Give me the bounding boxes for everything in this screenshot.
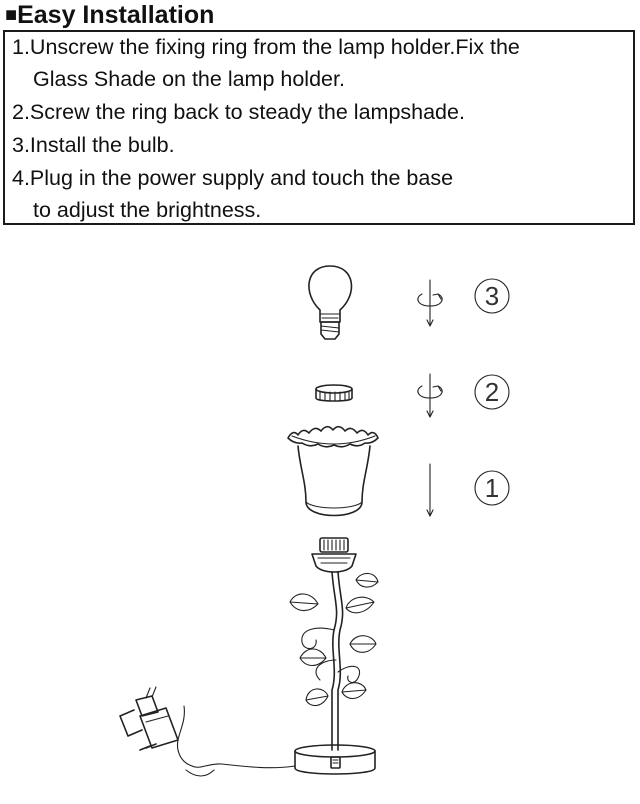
title-bullet: ■ — [5, 4, 18, 26]
instruction-step-3: 3.Install the bulb. — [12, 133, 175, 157]
fixing-ring-icon — [316, 385, 352, 401]
instruction-step-4: 4.Plug in the power supply and touch the base — [12, 166, 454, 190]
instruction-step-1-continued: Glass Shade on the lamp holder. — [33, 67, 345, 91]
instruction-step-1: 1.Unscrew the fixing ring from the lamp holder.Fix the — [12, 35, 520, 59]
lamp-base-icon — [192, 538, 378, 774]
instructions-box — [3, 30, 635, 225]
title-text: Easy Installation — [17, 1, 215, 29]
bulb-icon — [309, 266, 352, 339]
instruction-step-4-continued: to adjust the brightness. — [33, 198, 262, 222]
down-arrow-icon — [427, 464, 433, 516]
power-plug-icon — [120, 687, 214, 776]
step-2-label: 2 — [484, 377, 500, 407]
installation-diagram — [0, 230, 640, 804]
rotate-arrow-icon — [418, 374, 442, 417]
glass-shade-icon — [288, 427, 378, 516]
instruction-step-2: 2.Screw the ring back to steady the lampshade. — [12, 100, 465, 124]
page-title — [5, 1, 214, 29]
step-3-label: 3 — [484, 281, 500, 311]
step-1-label: 1 — [484, 473, 500, 503]
rotate-arrow-icon — [418, 280, 442, 326]
